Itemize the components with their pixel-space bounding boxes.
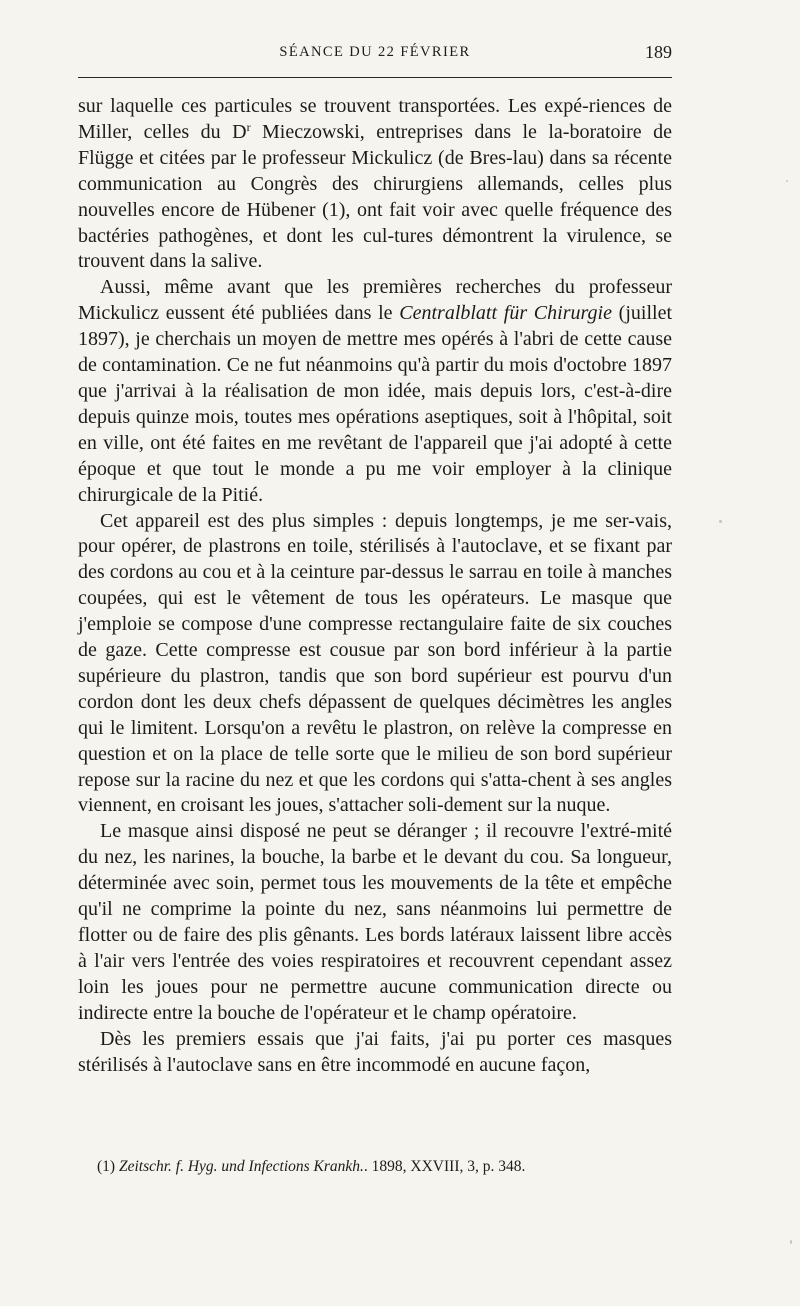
paragraph-1 <box>78 94 672 275</box>
footnote-details: . 1898, XXVIII, 3, p. 348. <box>363 1158 526 1175</box>
paragraph-4: Le masque ainsi disposé ne peut se déranger ; il recouvre l'extré-mité du nez, les narines, la bouche, la barbe et le devant du cou. Sa longueur, déterminée avec soin, permet tous les mouvements de la tête et empêche qu'il ne comprime la pointe du nez, sans néanmoins lui permettre de flotter ou de faire des plis gênants. Les bords latéraux laissent libre accès à l'air vers l'entrée des voies respiratoires et recouvrent cependant assez loin les joues pour ne permettre aucune communication directe ou indirecte entre la bouche de l'opérateur et le champ opératoire. <box>78 820 672 1024</box>
paragraph-1-text-b: Mieczowski, entreprises dans le la-boratoire de Flügge et citées par le professeur Mickulicz (de Bres-lau) dans sa récente communication au Congrès des chirurgiens allemands, celles plus nouvelles encore de Hübener (1), ont fait voir avec quelle fréquence des bactéries pathogènes, et dont les cul-tures démontrent la virulence, se trouvent dans la salive. <box>78 120 672 273</box>
paragraph-3: Cet appareil est des plus simples : depuis longtemps, je me ser-vais, pour opérer, de plastrons en toile, stérilisés à l'autoclave, et se fixant par des cordons au cou et à la ceinture par-dessus le sarrau en toile à manches coupées, qui est le vêtement de tous les opérateurs. Le masque que j'emploie se compose d'une compresse rectangulaire faite de six couches de gaze. Cette compresse est cousue par son bord inférieur à la partie supérieure du plastron, tandis que son bord supérieur est pourvu d'un cordon dont les deux chefs dépassent de quelques décimètres les angles qui le limitent. Lorsqu'on a revêtu le plastron, on relève la compresse en question et on la place de telle sorte que le milieu de son bord supérieur repose sur la racine du nez et que les cordons qui s'atta-chent à ses angles viennent, en croisant les joues, s'attacher soli-dement sur la nuque. <box>78 509 672 817</box>
running-title: SÉANCE DU 22 FÉVRIER <box>279 44 471 60</box>
body-text <box>78 94 672 1078</box>
page-number: 189 <box>645 42 672 62</box>
footnote-number: (1) <box>97 1158 116 1175</box>
footnote-journal: Zeitschr. f. Hyg. und Infections Krankh. <box>118 1158 364 1175</box>
paper-speck <box>790 1240 792 1244</box>
paper-speck <box>786 180 788 182</box>
paper-speck <box>719 520 722 523</box>
paragraph-2-text-b: (juillet 1897), je cherchais un moyen de mettre mes opérés à l'abri de cette cause de contamination. Ce ne fut néanmoins qu'à partir du mois d'octobre 1897 que j'arrivai à la réalisation de mon idée, mais depuis lors, c'est-à-dire depuis quinze mois, toutes mes opérations aseptiques, soit à l'hôpital, soit en ville, ont été faites en me revêtant de l'appareil que j'ai adopté à cette époque et que tout le monde a pu me voir employer à la clinique chirurgicale de la Pitié. <box>78 302 672 506</box>
paragraph-2-text-a: Aussi, même avant que les premières recherches du professeur Mickulicz eussent été publiées dans le <box>78 276 672 325</box>
journal-title-italic: Centralblatt für Chirurgie <box>399 302 612 325</box>
footnote <box>97 1157 672 1177</box>
doctor-abbrev-superscript: r <box>246 119 251 134</box>
running-head <box>78 44 672 72</box>
header-rule <box>78 77 672 78</box>
paragraph-1-text-a: sur laquelle ces particules se trouvent transportées. Les expé-riences de Miller, celles du D <box>78 95 672 143</box>
paragraph-5: Dès les premiers essais que j'ai faits, j'ai pu porter ces masques stérilisés à l'autoclave sans en être incommodé en aucune façon, <box>78 1027 672 1076</box>
paragraph-2 <box>78 275 672 508</box>
